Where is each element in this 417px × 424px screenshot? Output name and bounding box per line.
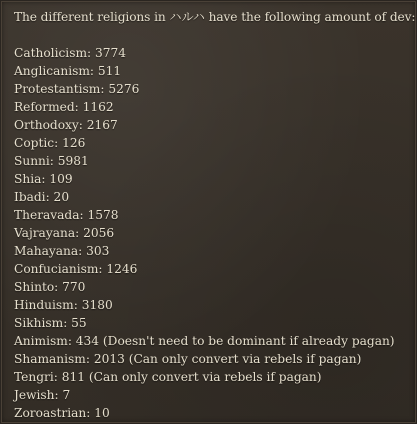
religion-item-hinduism: Hinduism: 3180 [14, 298, 113, 312]
tooltip-header: The different religions in ハルハ have the following amount of dev: [14, 10, 416, 24]
religion-item-shinto: Shinto: 770 [14, 280, 86, 294]
religion-item-vajrayana: Vajrayana: 2056 [14, 226, 115, 240]
religion-item-shamanism: Shamanism: 2013 (Can only convert via rebels if pagan) [14, 352, 362, 366]
religion-list [14, 44, 410, 422]
religion-item-sikhism: Sikhism: 55 [14, 316, 87, 330]
religion-item-shia: Shia: 109 [14, 172, 73, 186]
religion-item-sunni: Sunni: 5981 [14, 154, 89, 168]
religion-item-coptic: Coptic: 126 [14, 136, 86, 150]
religion-item-tengri: Tengri: 811 (Can only convert via rebels if pagan) [14, 370, 322, 384]
religion-item-animism: Animism: 434 (Doesn't need to be dominant if already pagan) [14, 334, 395, 348]
religion-item-zoroastrian: Zoroastrian: 10 [14, 406, 110, 420]
religion-item-theravada: Theravada: 1578 [14, 208, 119, 222]
religion-item-protestantism: Protestantism: 5276 [14, 82, 140, 96]
religion-item-catholicism: Catholicism: 3774 [14, 46, 127, 60]
religion-item-mahayana: Mahayana: 303 [14, 244, 110, 258]
religion-item-confucianism: Confucianism: 1246 [14, 262, 138, 276]
religion-item-jewish: Jewish: 7 [14, 388, 71, 402]
religion-item-reformed: Reformed: 1162 [14, 100, 114, 114]
tooltip-content [14, 8, 416, 422]
religion-item-orthodoxy: Orthodoxy: 2167 [14, 118, 118, 132]
religion-item-anglicanism: Anglicanism: 511 [14, 64, 122, 78]
religion-item-ibadi: Ibadi: 20 [14, 190, 70, 204]
